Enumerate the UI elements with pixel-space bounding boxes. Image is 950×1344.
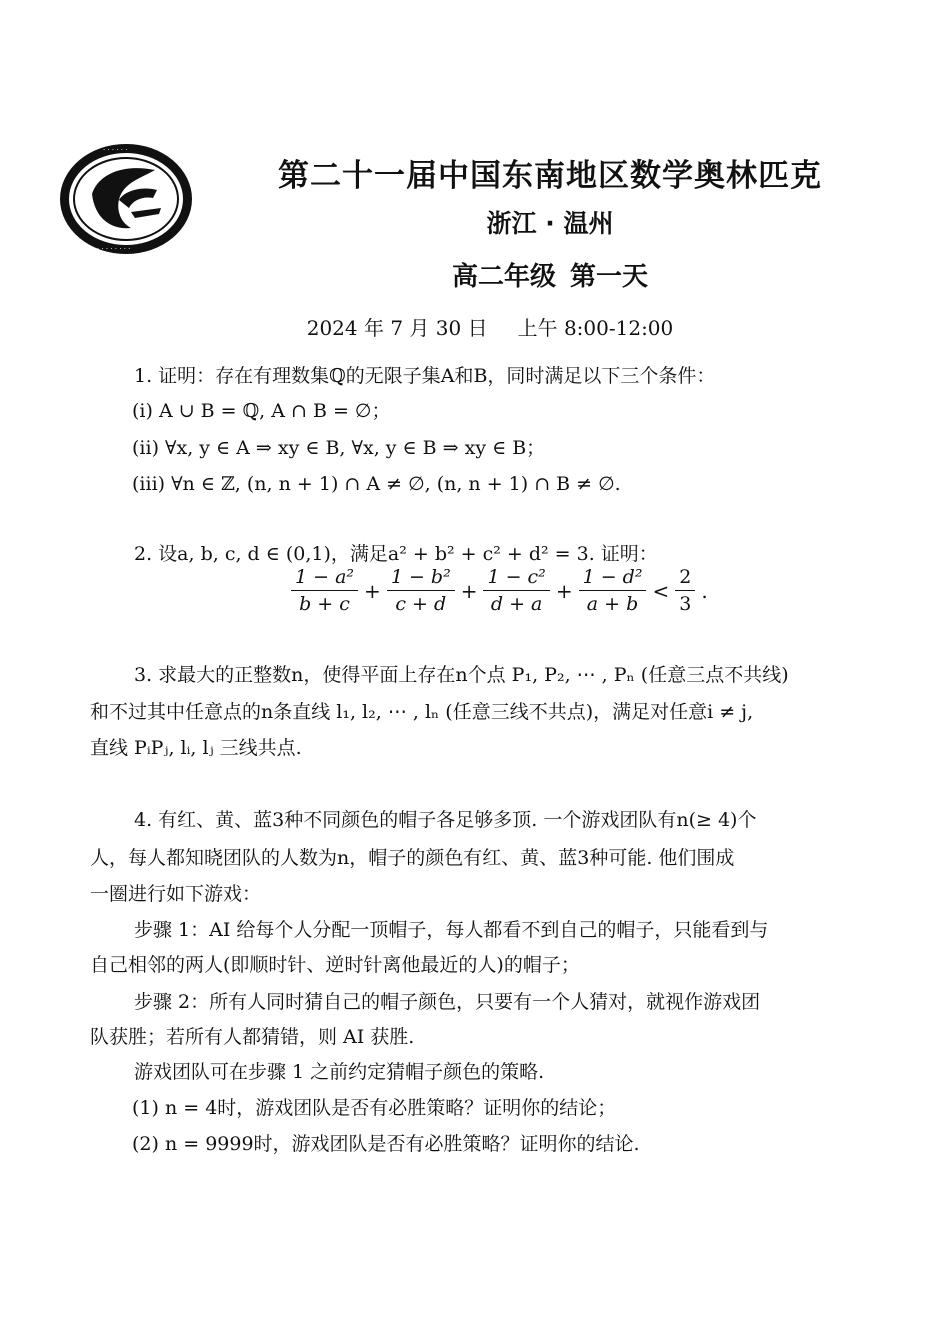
location-subtitle: 浙江 · 温州 — [486, 209, 614, 238]
fraction-4: $\frac{\text{1 − d²}}{a + b}$ — [579, 566, 647, 615]
competition-title: 第二十一届中国东南地区数学奥林匹克 — [278, 158, 822, 194]
day-label: 第一天 — [570, 262, 649, 292]
problem-4-line-1: 4. 有红、黄、蓝3种不同颜色的帽子各足够多顶. 一个游戏团队有n(≥ 4)个 — [134, 809, 757, 831]
problem-1-condition-1: (i) A ∪ B = ℚ, A ∩ B = ∅； — [132, 400, 391, 422]
problem-1-intro: 1. 证明：存在有理数集ℚ的无限子集A和B，同时满足以下三个条件： — [134, 365, 716, 387]
problem-3-line-3: 直线 PᵢPⱼ, lᵢ, lⱼ 三线共点. — [90, 737, 302, 759]
problem-1-condition-2: (ii) ∀x, y ∈ A ⇒ xy ∈ B, ∀x, y ∈ B ⇒ xy ∈ B； — [132, 437, 546, 459]
problem-4-strategy: 游戏团队可在步骤 1 之前约定猜帽子颜色的策略. — [134, 1061, 545, 1083]
problem-4-line-3: 一圈进行如下游戏： — [90, 883, 262, 905]
problem-2-intro: 2. 设a, b, c, d ∈ (0,1)，满足a² + b² + c² + d² = 3. 证明： — [134, 543, 658, 565]
fraction-2: $\frac{\text{1 − b²}}{c + d}$ — [387, 566, 455, 615]
problem-4-line-2: 人，每人都知晓团队的人数为n，帽子的颜色有红、黄、蓝3种可能. 他们围成 — [90, 847, 735, 869]
grade-day-heading — [230, 256, 870, 293]
exam-time: 上午 8:00-12:00 — [517, 316, 674, 340]
problem-3-line-1: 3. 求最大的正整数n，使得平面上存在n个点 P₁, P₂, ⋯ , Pₙ (任意三点不共线) — [134, 664, 789, 686]
problem-4-step-2a: 步骤 2：所有人同时猜自己的帽子颜色，只要有一个人猜对，就视作游戏团 — [134, 991, 761, 1013]
exam-date: 2024 年 7 月 30 日 — [306, 316, 488, 340]
svg-text:· · · · · · · ·: · · · · · · · · — [97, 245, 131, 253]
problem-4-step-1a: 步骤 1：AI 给每个人分配一顶帽子，每人都看不到自己的帽子，只能看到与 — [134, 919, 769, 941]
problem-4-question-1: (1) n = 4时，游戏团队是否有必胜策略？证明你的结论； — [132, 1097, 617, 1119]
grade-label: 高二年级 — [451, 262, 556, 292]
problem-4-step-1b: 自己相邻的两人(即顺时针、逆时针离他最近的人)的帽子； — [90, 954, 580, 976]
fraction-3: $\frac{\text{1 − c²}}{d + a}$ — [483, 566, 549, 615]
svg-text:· · · · · ·: · · · · · · — [103, 146, 128, 154]
problem-3-line-2: 和不过其中任意点的n条直线 l₁, l₂, ⋯ , lₙ (任意三线不共点)，满足对任意i ≠ j, — [90, 701, 754, 723]
fraction-1: $\frac{\text{1 − a²}}{b + c}$ — [291, 566, 358, 615]
problem-2-inequality: $\frac{\text{1 − a²}}{b + c}$ + $\frac{\text{1 − b²}}{c + d}$ + $\frac{\text{1 − c²}}{d + a}$ + $\frac{\text{1 − d²}}{a + b}$ < $\frac{2}{3}$ . — [287, 566, 710, 615]
problem-1-condition-3: (iii) ∀n ∈ ℤ, (n, n + 1) ∩ A ≠ ∅, (n, n + 1) ∩ B ≠ ∅. — [132, 473, 621, 495]
olympiad-emblem-logo — [57, 142, 195, 257]
exam-datetime — [200, 312, 780, 341]
problem-4-question-2: (2) n = 9999时，游戏团队是否有必胜策略？证明你的结论. — [132, 1133, 640, 1155]
fraction-rhs: $\frac{2}{3}$ — [675, 566, 695, 615]
problem-4-step-2b: 队获胜；若所有人都猜错，则 AI 获胜. — [90, 1026, 415, 1048]
